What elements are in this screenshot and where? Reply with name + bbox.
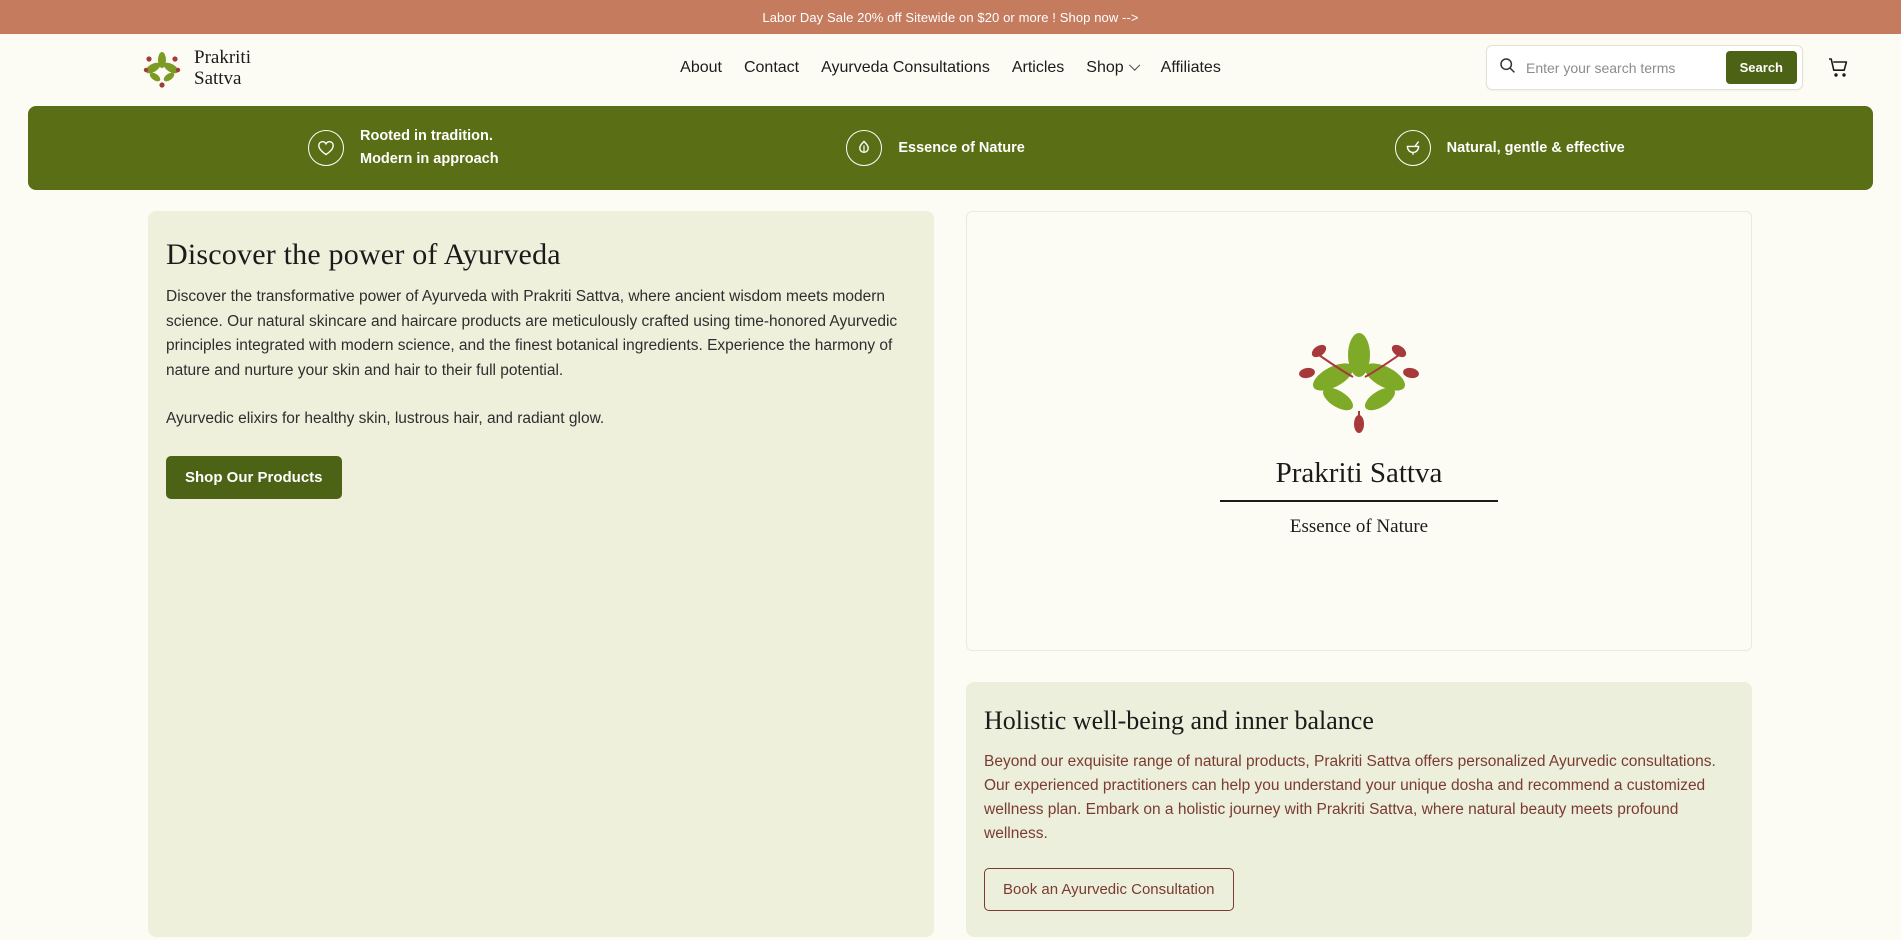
brand-name-line2: Sattva [194, 67, 242, 89]
value-proposition-band [28, 106, 1873, 190]
nav-item-affiliates[interactable]: Affiliates [1160, 58, 1221, 76]
holistic-card [966, 682, 1752, 937]
announcement-bar[interactable] [0, 0, 1901, 34]
value-item-gentle-label: Natural, gentle & effective [1446, 139, 1625, 156]
search-icon [1499, 57, 1516, 79]
search-input[interactable] [1516, 59, 1726, 77]
right-column [966, 211, 1752, 937]
shop-our-products-button[interactable]: Shop Our Products [166, 456, 342, 499]
holistic-title: Holistic well-being and inner balance [984, 706, 1374, 735]
heart-icon [308, 130, 344, 166]
hero-paragraph: Discover the transformative power of Ayurveda with Prakriti Sattva, where ancient wisdom meets modern science. Our natural skincare and haircare products are meticulously crafted using time-honored Ayurvedic principles integrated with modern science, and the finest botanical ingredients. Experience the harmony of nature and nurture your skin and hair to their full potential. [166, 288, 898, 379]
header-actions [1486, 45, 1853, 90]
value-item-tradition [28, 125, 786, 171]
value-item-nature [786, 130, 1324, 166]
book-consultation-button[interactable]: Book an Ayurvedic Consultation [984, 868, 1234, 911]
page-title: Discover the power of Ayurveda [166, 238, 561, 271]
brand-name-line1: Prakriti [194, 46, 251, 68]
brand-logo[interactable] [140, 46, 251, 90]
lotus-leaf-logo-icon [140, 46, 184, 90]
value-item-gentle [1325, 130, 1873, 166]
brand-logo-card [966, 211, 1752, 651]
mortar-pestle-icon [1395, 130, 1431, 166]
leaf-drop-icon [846, 130, 882, 166]
hero-tagline: Ayurvedic elixirs for healthy skin, lustrous hair, and radiant glow. [166, 410, 605, 427]
value-item-nature-label: Essence of Nature [898, 139, 1025, 156]
value-item-tradition-label: Rooted in tradition. Modern in approach [360, 128, 499, 167]
lotus-leaf-large-logo-icon [1293, 325, 1425, 437]
main-content [0, 190, 1901, 937]
nav-item-about[interactable]: About [680, 58, 722, 76]
search-button[interactable]: Search [1726, 51, 1797, 84]
search-box[interactable] [1486, 45, 1803, 90]
announcement-text[interactable]: Labor Day Sale 20% off Sitewide on $20 or more ! Shop now --> [762, 9, 1139, 25]
nav-item-contact[interactable]: Contact [743, 58, 800, 76]
logo-card-tagline: Essence of Nature [1289, 515, 1429, 537]
logo-card-divider [1220, 500, 1498, 502]
site-header [0, 34, 1901, 101]
shopping-cart-icon[interactable] [1825, 54, 1853, 82]
nav-item-shop-label: Shop [1086, 58, 1124, 76]
hero-card [148, 211, 934, 937]
holistic-paragraph: Beyond our exquisite range of natural products, Prakriti Sattva offers personalized Ayurvedic consultations. Our experienced practitioners can help you understand your unique dosha and recommend a customized wellness plan. Embark on a holistic journey with Prakriti Sattva, where natural beauty meets profound wellness. [984, 753, 1716, 842]
chevron-down-icon [1129, 59, 1140, 70]
nav-item-shop[interactable] [1086, 59, 1138, 77]
primary-navigation [680, 59, 1221, 77]
nav-item-articles[interactable]: Articles [1011, 58, 1065, 76]
brand-name [194, 47, 251, 89]
logo-card-name: Prakriti Sattva [1275, 456, 1443, 489]
nav-item-ayurveda-consultations[interactable]: Ayurveda Consultations [821, 58, 990, 76]
